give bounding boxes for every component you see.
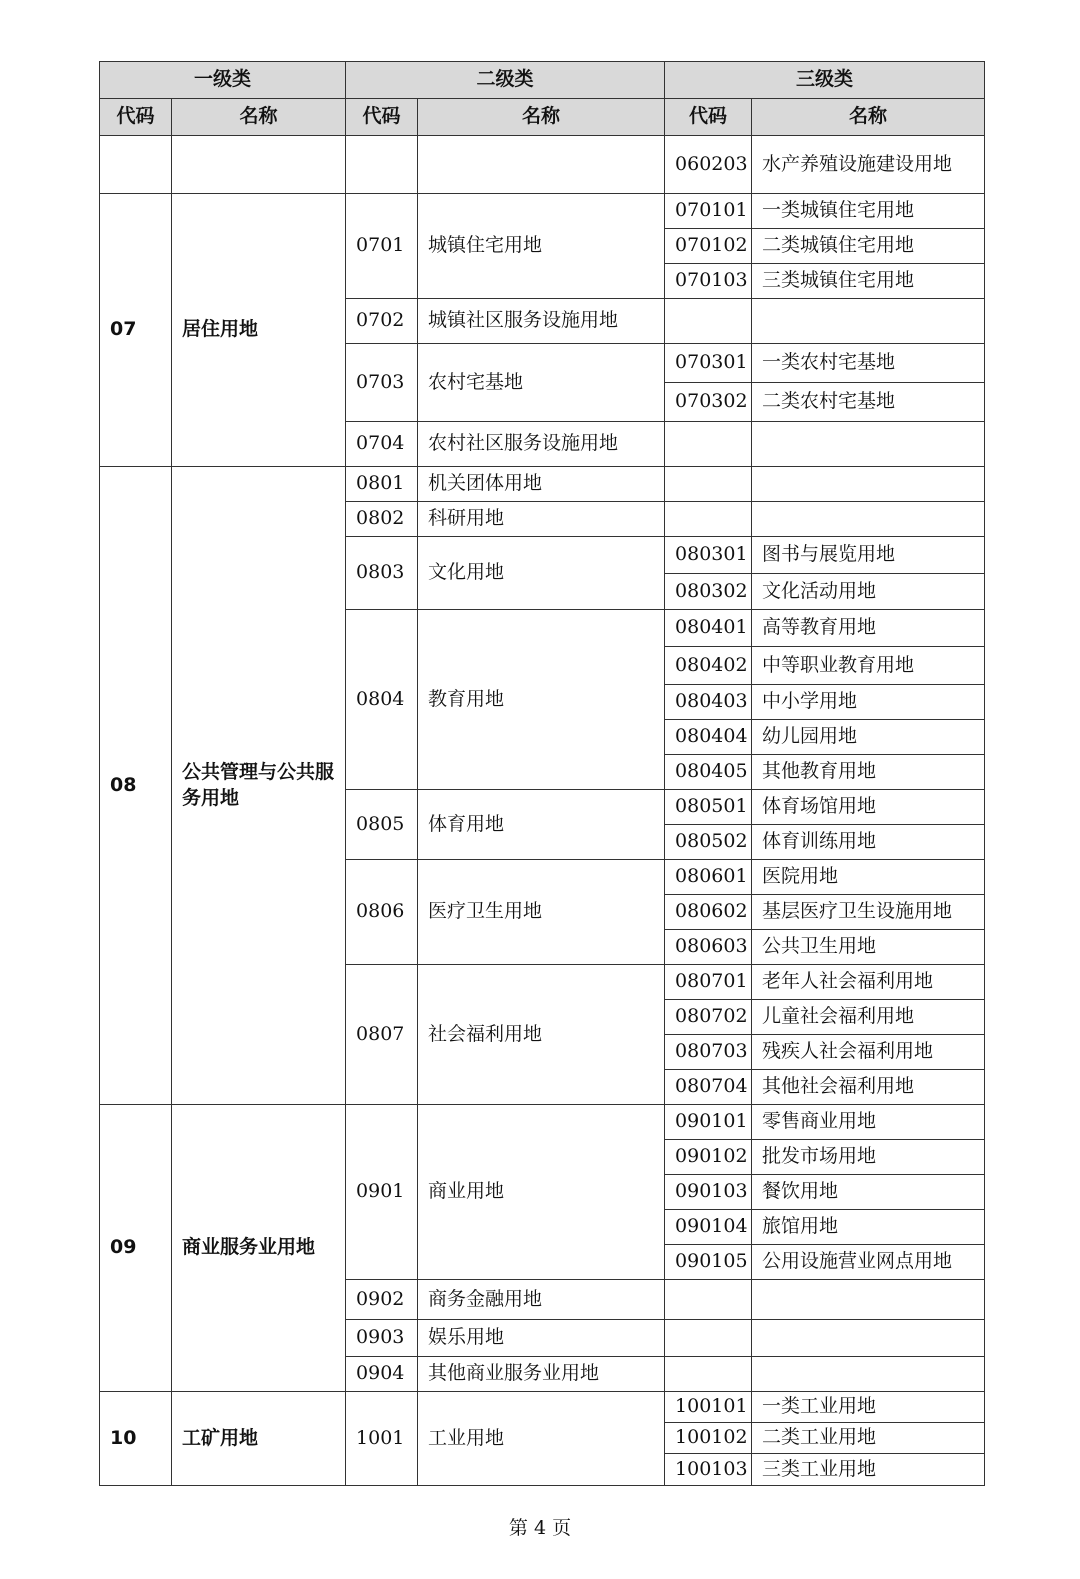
- l3-name-cell: 体育场馆用地: [752, 790, 985, 825]
- l2-name-cell: 科研用地: [418, 502, 665, 537]
- l3-code-cell: 080403: [665, 685, 752, 720]
- l3-name-cell: 二类城镇住宅用地: [752, 229, 985, 264]
- l3-code-cell: [665, 422, 752, 467]
- l3-code-cell: [665, 502, 752, 537]
- l2-name-cell: 其他商业服务业用地: [418, 1357, 665, 1392]
- l3-name-cell: 中等职业教育用地: [752, 647, 985, 685]
- l3-code-cell: 080301: [665, 537, 752, 574]
- l2-code-cell: 0804: [346, 610, 418, 790]
- header-l2-code: 代码: [346, 99, 418, 136]
- header-l3-name: 名称: [752, 99, 985, 136]
- l3-code-cell: 080702: [665, 1000, 752, 1035]
- l1-name-cell: 商业服务业用地: [172, 1105, 346, 1392]
- l1-name-cell: 公共管理与公共服务用地: [172, 467, 346, 1105]
- l3-code-cell: 080704: [665, 1070, 752, 1105]
- l2-name-cell: [418, 136, 665, 194]
- table-row: [100, 467, 985, 502]
- l2-name-cell: 社会福利用地: [418, 965, 665, 1105]
- table-row: [100, 1392, 985, 1423]
- l2-code-cell: [346, 136, 418, 194]
- land-use-classification-table: [99, 61, 985, 1486]
- l3-code-cell: 070101: [665, 194, 752, 229]
- l3-name-cell: 儿童社会福利用地: [752, 1000, 985, 1035]
- l2-name-cell: 城镇住宅用地: [418, 194, 665, 299]
- l3-code-cell: 080401: [665, 610, 752, 647]
- l3-name-cell: 体育训练用地: [752, 825, 985, 860]
- header-row-levels: [100, 62, 985, 99]
- l3-code-cell: 080601: [665, 860, 752, 895]
- l2-code-cell: 0703: [346, 344, 418, 422]
- l3-name-cell: [752, 1320, 985, 1357]
- header-l1-code: 代码: [100, 99, 172, 136]
- l2-code-cell: 0702: [346, 299, 418, 344]
- l2-name-cell: 农村社区服务设施用地: [418, 422, 665, 467]
- l1-name-cell: [172, 136, 346, 194]
- l3-name-cell: 水产养殖设施建设用地: [752, 136, 985, 194]
- l3-name-cell: 高等教育用地: [752, 610, 985, 647]
- l3-code-cell: [665, 1280, 752, 1320]
- l3-name-cell: 文化活动用地: [752, 574, 985, 610]
- l2-code-cell: 0701: [346, 194, 418, 299]
- l2-name-cell: 工业用地: [418, 1392, 665, 1486]
- l3-code-cell: 080502: [665, 825, 752, 860]
- l3-code-cell: 080405: [665, 755, 752, 790]
- l3-code-cell: 090104: [665, 1210, 752, 1245]
- l3-code-cell: 080602: [665, 895, 752, 930]
- l2-code-cell: 0903: [346, 1320, 418, 1357]
- l3-name-cell: 其他教育用地: [752, 755, 985, 790]
- l3-code-cell: 070103: [665, 264, 752, 299]
- l2-code-cell: 0704: [346, 422, 418, 467]
- l3-name-cell: [752, 299, 985, 344]
- header-l1-name: 名称: [172, 99, 346, 136]
- l3-name-cell: 医院用地: [752, 860, 985, 895]
- l2-code-cell: 0803: [346, 537, 418, 610]
- header-level1: 一级类: [100, 62, 346, 99]
- l3-code-cell: 080501: [665, 790, 752, 825]
- l3-name-cell: 二类农村宅基地: [752, 383, 985, 422]
- l2-code-cell: 0901: [346, 1105, 418, 1280]
- l3-code-cell: 070301: [665, 344, 752, 383]
- l3-name-cell: 餐饮用地: [752, 1175, 985, 1210]
- l3-code-cell: 090103: [665, 1175, 752, 1210]
- l3-code-cell: [665, 1357, 752, 1392]
- l3-name-cell: 一类工业用地: [752, 1392, 985, 1423]
- header-row-columns: [100, 99, 985, 136]
- l3-name-cell: 一类农村宅基地: [752, 344, 985, 383]
- l3-name-cell: 中小学用地: [752, 685, 985, 720]
- l1-name-cell: 工矿用地: [172, 1392, 346, 1486]
- l3-code-cell: [665, 467, 752, 502]
- l3-name-cell: [752, 1280, 985, 1320]
- l1-code-cell: 10: [100, 1392, 172, 1486]
- l3-code-cell: 080603: [665, 930, 752, 965]
- l2-name-cell: 商务金融用地: [418, 1280, 665, 1320]
- l3-name-cell: 旅馆用地: [752, 1210, 985, 1245]
- l2-code-cell: 1001: [346, 1392, 418, 1486]
- header-level2: 二级类: [346, 62, 665, 99]
- table-row: [100, 194, 985, 229]
- l3-code-cell: 070302: [665, 383, 752, 422]
- l1-code-cell: 07: [100, 194, 172, 467]
- l3-name-cell: 图书与展览用地: [752, 537, 985, 574]
- l3-code-cell: 090105: [665, 1245, 752, 1280]
- l3-code-cell: 080402: [665, 647, 752, 685]
- l3-code-cell: 080404: [665, 720, 752, 755]
- l3-name-cell: 三类工业用地: [752, 1454, 985, 1486]
- l2-code-cell: 0806: [346, 860, 418, 965]
- l3-code-cell: 060203: [665, 136, 752, 194]
- l3-name-cell: 幼儿园用地: [752, 720, 985, 755]
- l3-code-cell: 080703: [665, 1035, 752, 1070]
- l2-code-cell: 0805: [346, 790, 418, 860]
- l3-code-cell: 080701: [665, 965, 752, 1000]
- l3-name-cell: 残疾人社会福利用地: [752, 1035, 985, 1070]
- l2-name-cell: 农村宅基地: [418, 344, 665, 422]
- l3-code-cell: 080302: [665, 574, 752, 610]
- l3-name-cell: 老年人社会福利用地: [752, 965, 985, 1000]
- l3-name-cell: 基层医疗卫生设施用地: [752, 895, 985, 930]
- l3-code-cell: 100102: [665, 1423, 752, 1454]
- l3-name-cell: 二类工业用地: [752, 1423, 985, 1454]
- l1-code-cell: [100, 136, 172, 194]
- l3-code-cell: 070102: [665, 229, 752, 264]
- l3-name-cell: [752, 502, 985, 537]
- l3-name-cell: 公用设施营业网点用地: [752, 1245, 985, 1280]
- l3-code-cell: 100101: [665, 1392, 752, 1423]
- table-body: [100, 136, 985, 1486]
- page-number: 第 4 页: [508, 1517, 572, 1539]
- l2-code-cell: 0802: [346, 502, 418, 537]
- l3-name-cell: 其他社会福利用地: [752, 1070, 985, 1105]
- table-row: [100, 136, 985, 194]
- l1-code-cell: 08: [100, 467, 172, 1105]
- header-l2-name: 名称: [418, 99, 665, 136]
- l3-name-cell: 零售商业用地: [752, 1105, 985, 1140]
- l2-name-cell: 医疗卫生用地: [418, 860, 665, 965]
- l2-name-cell: 教育用地: [418, 610, 665, 790]
- header-level3: 三级类: [665, 62, 985, 99]
- l3-code-cell: 090102: [665, 1140, 752, 1175]
- l2-code-cell: 0902: [346, 1280, 418, 1320]
- l3-code-cell: [665, 1320, 752, 1357]
- table-row: [100, 1105, 985, 1140]
- l3-code-cell: 100103: [665, 1454, 752, 1486]
- l3-name-cell: [752, 467, 985, 502]
- l1-name-cell: 居住用地: [172, 194, 346, 467]
- l3-name-cell: 批发市场用地: [752, 1140, 985, 1175]
- l2-name-cell: 城镇社区服务设施用地: [418, 299, 665, 344]
- l3-code-cell: [665, 299, 752, 344]
- header-l3-code: 代码: [665, 99, 752, 136]
- l3-name-cell: 一类城镇住宅用地: [752, 194, 985, 229]
- l3-name-cell: [752, 1357, 985, 1392]
- l3-name-cell: 三类城镇住宅用地: [752, 264, 985, 299]
- l2-code-cell: 0904: [346, 1357, 418, 1392]
- l2-name-cell: 体育用地: [418, 790, 665, 860]
- l2-name-cell: 商业用地: [418, 1105, 665, 1280]
- l2-code-cell: 0801: [346, 467, 418, 502]
- l2-code-cell: 0807: [346, 965, 418, 1105]
- l2-name-cell: 娱乐用地: [418, 1320, 665, 1357]
- l2-name-cell: 机关团体用地: [418, 467, 665, 502]
- l1-code-cell: 09: [100, 1105, 172, 1392]
- l3-name-cell: [752, 422, 985, 467]
- l3-name-cell: 公共卫生用地: [752, 930, 985, 965]
- l2-name-cell: 文化用地: [418, 537, 665, 610]
- l3-code-cell: 090101: [665, 1105, 752, 1140]
